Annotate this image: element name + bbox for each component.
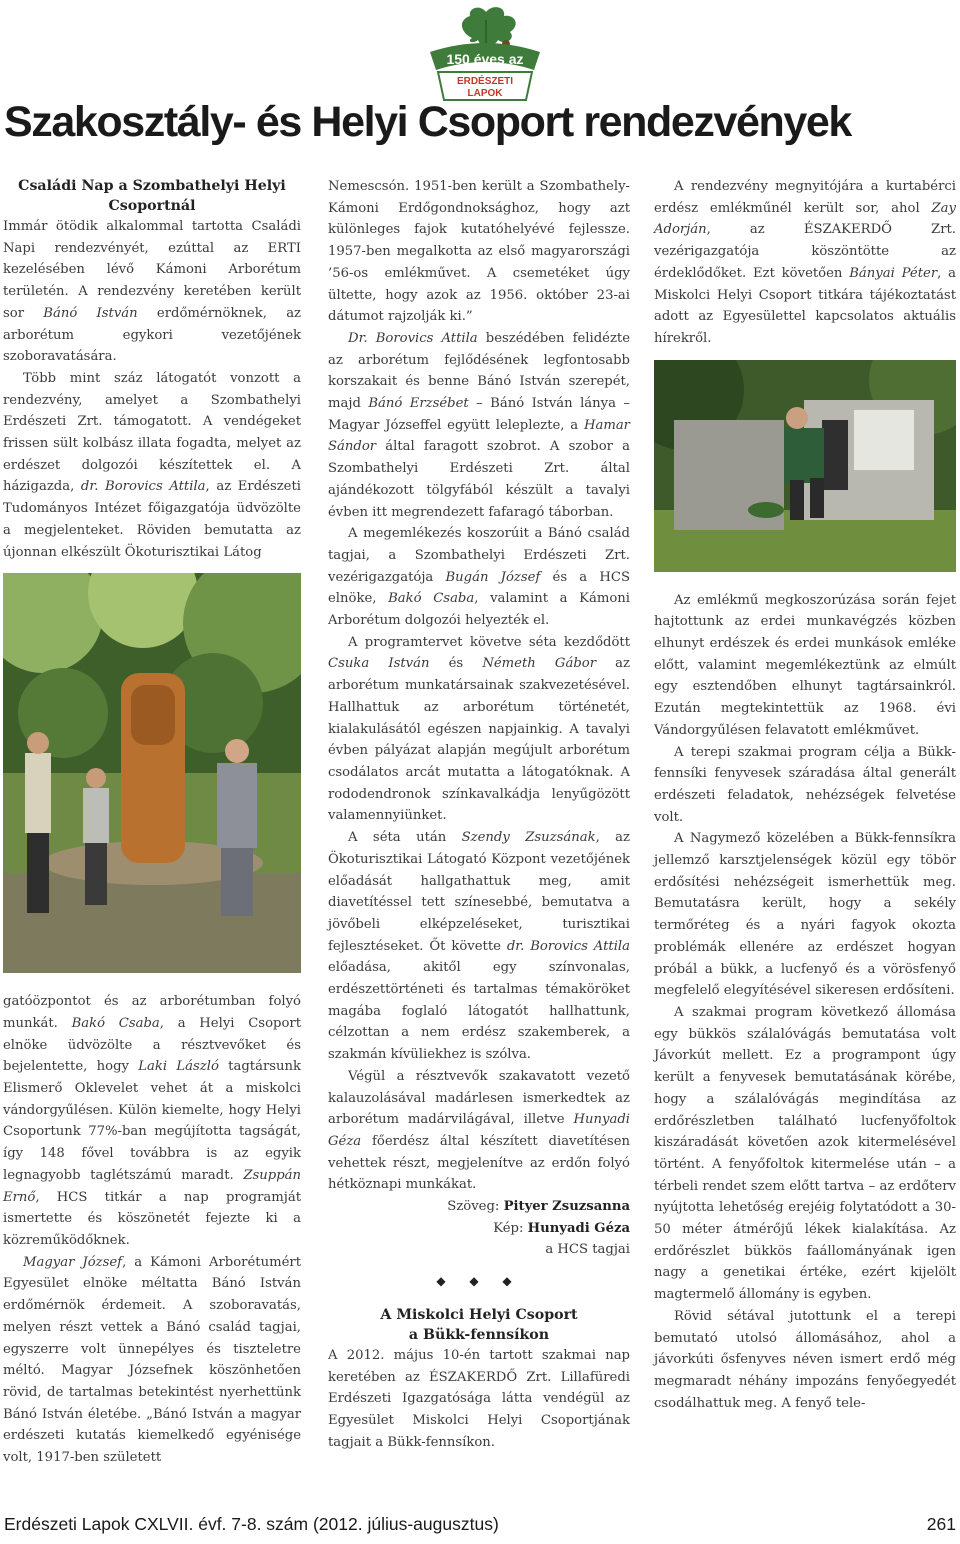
- logo-years: 150 éves az: [446, 51, 524, 67]
- erdeszeti-lapok-150-logo: [420, 4, 550, 102]
- logo-line1: ERDÉSZETI: [456, 76, 514, 87]
- article-paragraph: A 2012. május 10-én tartott szakmai nap keretében az ÉSZAKERDŐ Zrt. Lillafüredi Erdészeti Igazgatósága látta vendégül az Egyesület Miskolci Helyi Csoportjának tagjait a Bükk-fennsíkon.: [328, 1347, 630, 1450]
- article-paragraph: A megemlékezés koszorúit a Bánó család tagjai, a Szombathelyi Erdészeti Zrt. vezérigazgatója Bugán József és a HCS elnöke, Bakó Csaba, valamint a Kámoni Arborétum dolgozói helyezték el.: [328, 526, 630, 629]
- logo-line2: LAPOK: [467, 88, 503, 99]
- section1-heading-line1: Családi Nap a Szombathelyi Helyi: [18, 178, 286, 194]
- page-title: Szakosztály- és Helyi Csoport rendezvények: [4, 98, 851, 146]
- article-paragraph: Több mint száz látogatót vonzott a rendezvény, amelyet a Szombathelyi Erdészeti Zrt. támogatott. A vendégeket frissen sült kolbász illata fogadta, melyet az erdészet dolgozói készítettek el. A házigazda, dr. Borovics Attila, az Erdészeti Tudományos Intézet főigazgatója üdvözölte a megjelenteket. Röviden bemutatta az újonnan elkészült Ökoturisztikai Látog: [3, 370, 301, 560]
- statue-unveiling-photo: [3, 573, 301, 973]
- article-paragraph: Nemescsón. 1951-ben került a Szombathely-Kámoni Erdőgondnoksághoz, hogy azt különleges fajok kutatóhelyévé fejlessze. 1957-ben megalkotta az első magyarországi ’56-os emlékművet. A csemetéket úgy ültette, hogy azok az 1956. október 23-ai dátumot rajzolják ki.”: [328, 179, 630, 325]
- column-3: [654, 176, 956, 1414]
- photo-credit: Kép: Hunyadi Géza: [493, 1220, 630, 1236]
- article-paragraph: A programtervet követve séta kezdődött Csuka István és Németh Gábor az arborétum munkatársainak szakvezetésével. Hallhattuk az arborétum történetét, kialakulásától egészen napjainkig. A tavalyi évben pályázat alapján megújult arborétum csodálatos arcát mutatta a látogatóknak. A rododendronok színkavalkádja lenyűgözött valamennyiünket.: [328, 634, 630, 824]
- section-divider: ◆ ◆ ◆: [436, 1274, 522, 1289]
- section2-heading: [328, 1305, 630, 1345]
- publication-info: Erdészeti Lapok CXLVII. évf. 7-8. szám (2012. július-augusztus): [4, 1514, 499, 1534]
- column-2: [328, 176, 630, 1453]
- photo-credit-extra: a HCS tagjai: [545, 1242, 630, 1258]
- section2-heading-line2: a Bükk-fennsíkon: [408, 1326, 550, 1343]
- article-paragraph: Magyar József, a Kámoni Arborétumért Egyesület elnöke méltatta Bánó István erdőmérnök érdemeit. A szoboravatás, melyen részt vettek a Bánó család tagjai, egyszerre volt ünnepélyes és tiszteletre méltó. Magyar Józsefnek köszönhetően rövid, de tartalmas betekintést nyerhettünk Bánó István életébe. „Bánó István a magyar erdészeti kutatás kiemelkedő egyénisége volt, 1917-ben született: [3, 1254, 301, 1466]
- memorial-wreath-photo: [654, 360, 956, 572]
- article-paragraph: A séta után Szendy Zsuzsának, az Ökoturisztikai Látogató Központ vezetőjének előadását hallgathattuk meg, amit diavetítéssel tett színesebbé, bemutatva a jövőbeli elképzeléseket, turisztikai fejlesztéseket. Őt követte dr. Borovics Attila előadása, akitől egy színvonalas, erdészettörténeti és tartalmas témaköröket magába foglaló látogatót hallhattunk, célzottan a nem erdész szakemberek, a szakmán kívüliekhez is szólva.: [328, 830, 630, 1063]
- section1-heading: [3, 176, 301, 216]
- oak-leaf-icon: [462, 7, 516, 48]
- article-paragraph: Dr. Borovics Attila beszédében felidézte az arborétum fejlődésének legfontosabb korszakait és benne Bánó István szerepét, majd Bánó Erzsébet – Bánó István lánya – Magyar Józseffel együtt leleplezte, a Hamar Sándor által faragott szobrot. A szobor a Szombathelyi Erdészeti Zrt. által ajándékozott tölgyfából készült a tavalyi évben itt megrendezett fafaragó táborban.: [328, 330, 630, 520]
- page-footer: [0, 1512, 960, 1540]
- column-1: [3, 176, 301, 1469]
- section1-heading-line2: Csoportnál: [108, 198, 196, 214]
- article-paragraph: gatóözpontot és az arborétumban folyó munkát. Bakó Csaba, a Helyi Csoport elnöke üdvözölte a résztvevőket és bejelentette, hogy Laki László tagtársunk Elismerő Oklevelet vehet át a miskolci vándorgyűlésen. Külön kiemelte, hogy Helyi Csoportunk 77%-ban megújította tagságát, így 148 fővel továbbra is az egyik legnagyobb taglétszámú maradt. Zsuppán Ernő, HCS titkár a nap programját ismertette és köszönetét fejezte ki a közreműködőknek.: [3, 994, 301, 1248]
- article-credits: [328, 1196, 630, 1261]
- article-paragraph: A szakmai program következő állomása egy bükkös szálalóvágás bemutatása volt Jávorkút mellett. Ez a programpont úgy került a fenyvesek bemutatásának körébe, hogy a szálalóvágás megindítása az erdőrészletben található lucfenyőfoltok kiszáradását követően azok kitermelésével történt. A fenyőfoltok kitermelése után – a térbeli rendet szem előtt tartva – az erdőterv nyújtotta lehetőség erejéig folytatódott a 30-50 méter átmérőjű lékek kialakítása. Az erdőrészlet bükkös faállományának igen nagy a genetikai értéke, ezért kijelölt magtermelő állomány is egyben.: [654, 1004, 956, 1303]
- article-paragraph: A rendezvény megnyitójára a kurtabérci erdész emlékműnél került sor, ahol Zay Adorján, az ÉSZAKERDŐ Zrt. vezérigazgatója köszöntötte az érdeklődőket. Ezt követően Bányai Péter, a Miskolci Helyi Csoport titkára tájékoztatást adott az Egyesülettel kapcsolatos aktuális hírekről.: [654, 179, 956, 346]
- article-paragraph: Rövid sétával jutottunk el a terepi bemutató utolsó állomásához, ahol a jávorkúti ősfenyves néven ismert erdő még megmaradt néhány impozáns fenyőegyedét csodálhattuk meg. A fenyő tele-: [654, 1308, 956, 1411]
- article-paragraph: A Nagymező közelében a Bükk-fennsíkra jellemző karsztjelenségek közül egy töbör erdősítési nehézségeit ismerhettük meg. Bemutatásra került, hogy a sekély termőréteg és a nyári fagyok okozta problémák ellenére az erdészet hogyan próbál a bükk, a lucfenyő és a vörösfenyő megfelelő elegyítésével sikeresen erdősíteni.: [654, 831, 956, 999]
- article-paragraph: A terepi szakmai program célja a Bükk-fennsíki fenyvesek száradása által generált erdészeti feladatok, nehézségek felvetése volt.: [654, 744, 956, 825]
- text-credit: Szöveg: Pityer Zsuzsanna: [447, 1199, 630, 1215]
- article-paragraph: Az emlékmű megkoszorúzása során fejet hajtottunk az erdei munkavégzés közben elhunyt erdészek és erdei munkások emléke előtt, valamint megemlékeztünk az elmúlt egy esztendőben elhunyt tagtársainkról. Ezután megtekintettük az 1968. évi Vándorgyűlésen felavatott emlékművet.: [654, 592, 956, 738]
- page-number: 261: [926, 1514, 956, 1534]
- article-paragraph: Immár ötödik alkalommal tartotta Családi Napi rendezvényét, ezúttal az ERTI kezelésében lévő Kámoni Arborétum területén. A rendezvény keretében került sor Bánó István erdőmérnöknek, az arborétum egykori vezetőjének szoboravatására.: [3, 219, 302, 365]
- section2-heading-line1: A Miskolci Helyi Csoport: [380, 1306, 578, 1323]
- article-paragraph: Végül a résztvevők szakavatott vezető kalauzolásával madárlesen ismerkedtek az arborétum madárvilágával, illetve Hunyadi Géza főerdész által készített diavetítésen vehettek részt, megjelenítve az erdőn folyó hétköznapi munkákat.: [328, 1068, 630, 1193]
